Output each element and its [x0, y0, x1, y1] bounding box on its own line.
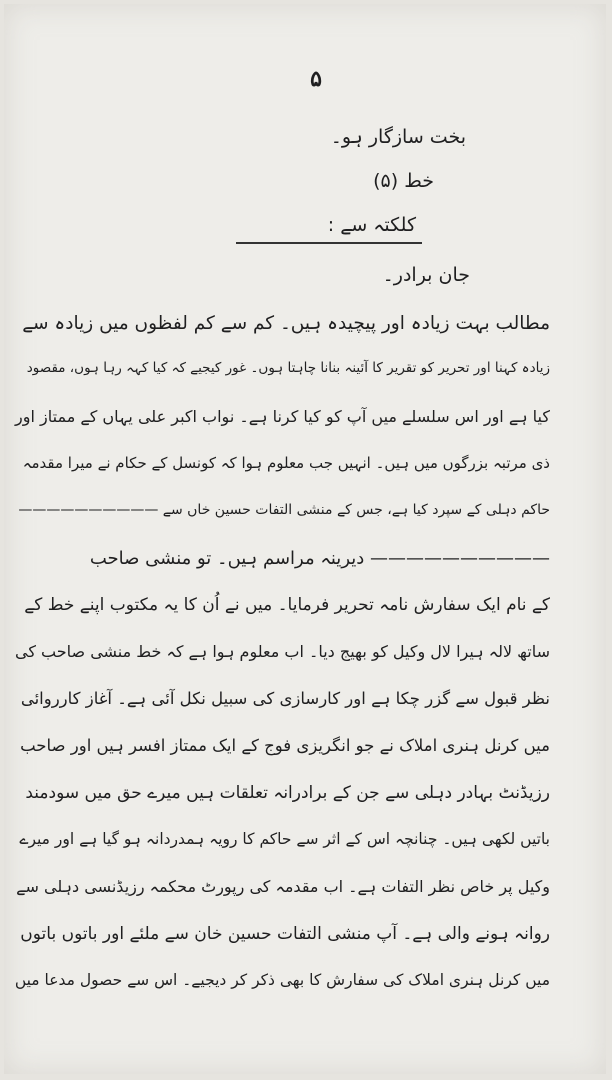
closing-wish: بخت سازگار ہو۔	[330, 126, 466, 148]
page-number: ۵	[310, 66, 322, 92]
body-line: حاکم دہلی کے سپرد کیا ہے، جس کے منشی التفات حسین خاں سے ——————————	[18, 502, 550, 518]
place-underline	[236, 242, 422, 244]
body-line: —————————— دیرینہ مراسم ہیں۔ تو منشی صاحب	[89, 548, 550, 569]
letter-heading: خط (۵)	[373, 170, 434, 192]
body-line: نظر قبول سے گزر چکا ہے اور کارسازی کی سبیل نکل آئی ہے۔ آغاز کارروائی	[20, 689, 550, 708]
body-line: میں کرنل ہنری املاک نے جو انگریزی فوج کے ایک ممتاز افسر ہیں اور صاحب	[20, 736, 550, 755]
body-line: وکیل پر خاص نظر التفات ہے۔ اب مقدمہ کی رپورٹ محکمہ رزیڈنسی دہلی سے	[16, 877, 550, 896]
place-heading: کلکتہ سے :	[327, 214, 416, 236]
body-line: کیا ہے اور اس سلسلے میں آپ کو کیا کرنا ہے۔ نواب اکبر علی یہاں کے ممتاز اور	[15, 407, 550, 426]
body-line: زیادہ کہنا اور تحریر کو تقریر کا آئینہ بنانا چاہتا ہوں۔ غور کیجیے کہ کیا کہہ رہا ہوں، مقصود	[26, 360, 550, 376]
body-line: مطالب بہت زیادہ اور پیچیدہ ہیں۔ کم سے کم لفظوں میں زیادہ سے	[22, 313, 550, 334]
salutation: جان برادر۔	[382, 264, 470, 286]
body-line: ساتھ لالہ ہیرا لال وکیل کو بھیج دیا۔ اب معلوم ہوا ہے کہ خط منشی صاحب کی	[15, 642, 550, 661]
body-line: میں کرنل ہنری املاک کی سفارش کا بھی ذکر کر دیجیے۔ اس سے حصول مدعا میں	[14, 971, 550, 989]
body-line: ذی مرتبہ بزرگوں میں ہیں۔ انہیں جب معلوم ہوا کہ کونسل کے حکام نے میرا مقدمہ	[22, 454, 550, 472]
body-line: کے نام ایک سفارش نامہ تحریر فرمایا۔ میں نے اُن کا یہ مکتوب اپنے خط کے	[24, 595, 550, 615]
body-line: روانہ ہونے والی ہے۔ آپ منشی التفات حسین خان سے ملئے اور باتوں باتوں	[20, 924, 550, 944]
body-line: رزیڈنٹ بہادر دہلی سے جن کے برادرانہ تعلقات ہیں میرے حق میں سودمند	[25, 783, 550, 803]
book-page	[4, 4, 606, 1074]
body-line: باتیں لکھی ہیں۔ چنانچہ اس کے اثر سے حاکم کا رویہ ہمدردانہ ہو گیا ہے اور میرے	[19, 830, 550, 848]
